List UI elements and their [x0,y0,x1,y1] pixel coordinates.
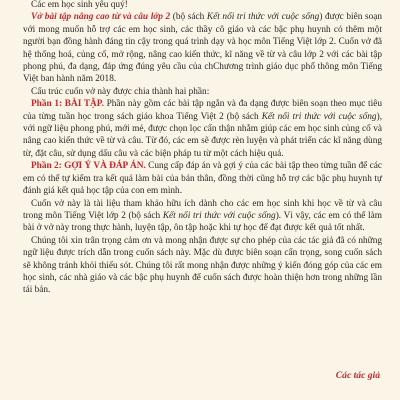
part1-text-1: Phần này gồm các bài tập ngắn và đa dạng được biên soạn theo mục tiêu của từng tuần học trong sách giáo khoa Tiếng Việt 2 (bộ sách [23,99,382,122]
reference-text-1: Cuốn vở này là tài liệu tham khảo hữu ích dành cho các em học sinh khi học về từ và câu trong môn Tiếng Việt lớp 2 (bộ sách [23,198,382,221]
book-title: Vở bài tập nâng cao từ và câu lớp 2 [31,12,171,23]
part1-series: Kết nối tri thức với cuộc sống [261,111,377,122]
intro-text-1: (bộ sách [170,12,207,23]
structure-paragraph: Cấu trúc cuốn vở này được chia thành hai phần: [31,86,210,97]
part2-title: : GỢI Ý VÀ ĐÁP ÁN. [58,161,146,172]
part2-paragraph [23,160,382,197]
part2-text: Cung cấp đáp án và gợi ý của các bài tập theo từng tuần để các em có thể tự kiểm tra kết quả làm bài của bản thân, đồng thời cũng hỗ trợ các bậc phụ huynh tự đánh giá kết quả học tập của con em mình. [23,161,382,197]
part1-text-2: ), với ngữ liệu phong phú, mới mẻ, được chọn lọc cẩn thận nhằm giúp các em học sinh củng cố và nâng cao kiến thức về từ và câu. Từ đó, các em sẽ được rèn luyện và phát triển các kĩ năng dùng từ, đặt câu, sử dụng dấu câu và các biện pháp tu từ một cách hiệu quả. [23,111,383,159]
intro-paragraph [23,11,382,85]
reference-paragraph [23,198,382,235]
greeting: Các em học sinh yêu quý! [31,0,128,10]
intro-text-2: ) được biên soạn với mong muốn hỗ trợ các em học sinh, các thầy cô giáo và các bậc phụ huynh có thêm một người bạn đồng hành đáng tin cậy trong quá trình dạy và học môn Tiếng Việt lớp 2. Cuốn vở đã hệ thống hoá, củng cố, mở rộng, nâng cao kiến thức, kĩ năng về từ và câu lớp 2 với các bài tập phong phú, đa dạng, đáp ứng đúng yêu cầu của chChương trình giáo dục phổ thông môn Tiếng Việt ban hành năm 2018. [23,12,383,85]
part1-paragraph [23,98,382,160]
signature: Các tác giả [335,370,380,381]
part1-label: Phần 1 [31,99,60,110]
thanks-paragraph: Chúng tôi xin trân trọng cảm ơn và mong nhận được sự cho phép của các tác giả đã có những ngữ liệu được trích dẫn trong cuốn sách này. Mặc dù được biên soạn cẩn trọng, song cuốn sách sẽ không tránh khỏi thiếu sót. Chúng tôi rất mong nhận được những ý kiến đóng góp của các em học sinh, các nhà giáo và các bậc phụ huynh để cuốn sách được hoàn thiện hơn trong những lần tái bản. [23,235,382,296]
reference-series: Kết nối tri thức với cuộc sống [162,210,276,221]
reference-text-2: ). Vì vậy, các em có thể làm bài ở vở này trong thực hành, luyện tập, ôn tập hoặc khi tự học để đạt được kết quả tốt nhất. [23,210,382,234]
series-name: Kết nối tri thức với cuộc sống [206,12,320,23]
part2-label: Phần 2 [31,161,59,172]
part1-title: : BÀI TẬP. [59,99,104,110]
